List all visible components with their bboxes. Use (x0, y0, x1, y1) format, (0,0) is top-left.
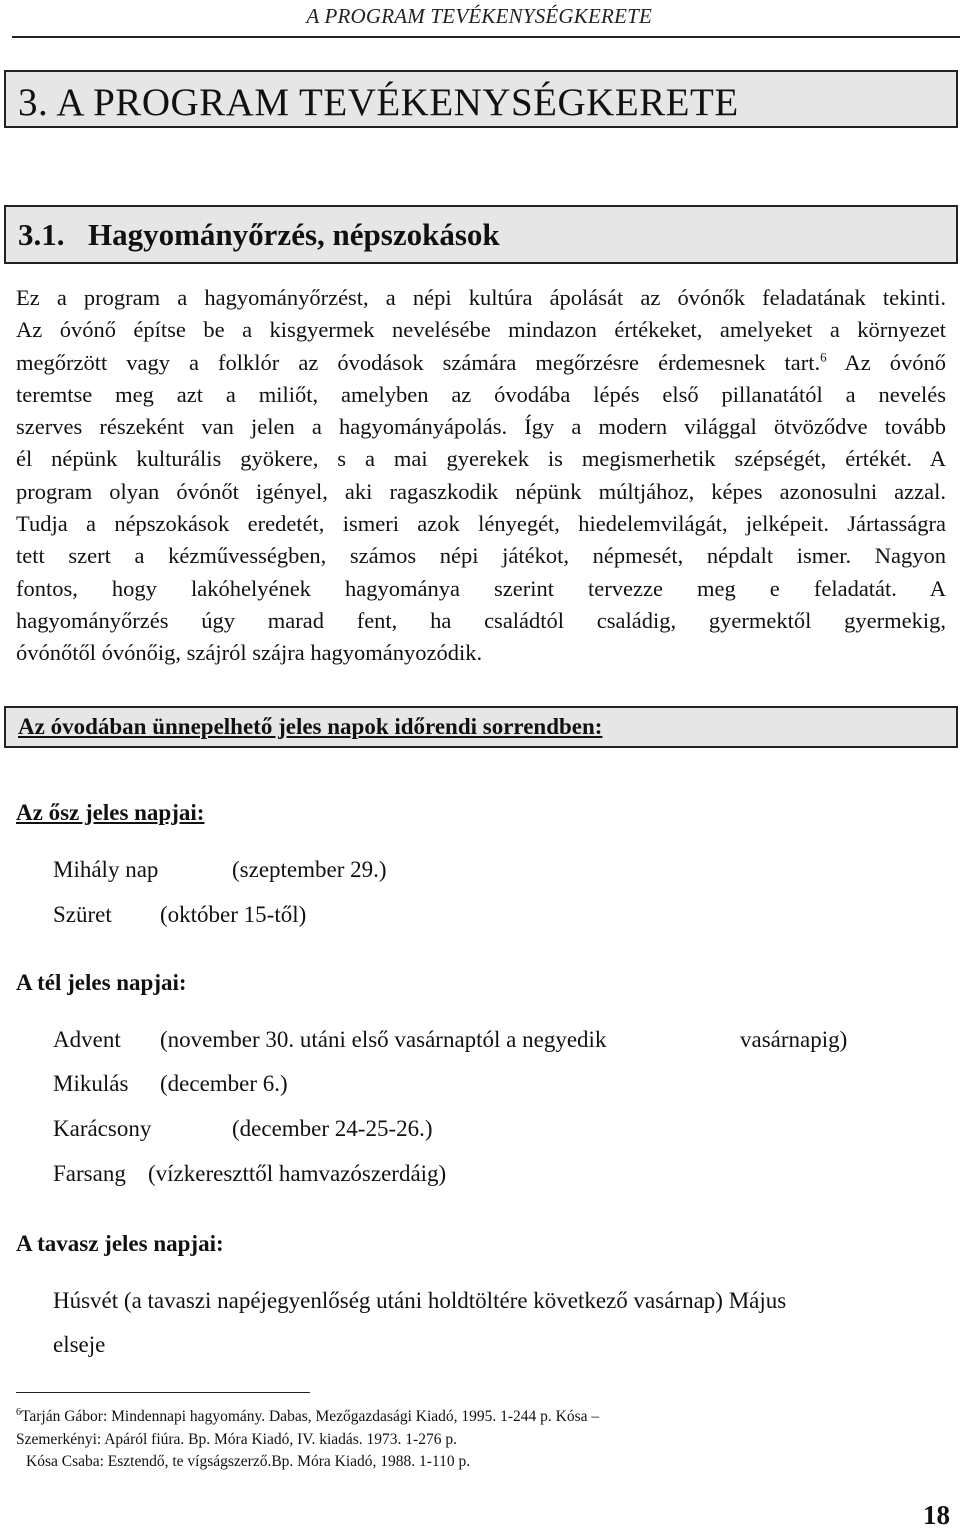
paragraph-line: fontos, hogy lakóhelyének hagyománya szerint tervezze meg e feladatát. A (16, 575, 946, 601)
subheading: Az óvodában ünnepelhető jeles napok időrendi sorrendben: (18, 714, 603, 739)
page-number: 18 (923, 1500, 950, 1530)
event-date-tail: vasárnapig) (740, 1027, 848, 1052)
paragraph-line-text: megőrzött vagy a folklór az óvodások számára megőrzésre érdemesnek tart. (16, 349, 821, 375)
season-title-autumn: Az ősz jeles napjai: (16, 800, 205, 825)
season-title-winter: A tél jeles napjai: (16, 970, 187, 995)
event-date: (december 6.) (160, 1071, 288, 1096)
footnote-line: Kósa Csaba: Esztendő, te vígságszerző.Bp. Móra Kiadó, 1988. 1-110 p. (26, 1453, 471, 1470)
event-name: Advent (53, 1027, 121, 1052)
paragraph-line: program olyan óvónőt igényel, aki ragaszkodik népünk múltjához, képes azonosulni azzal. (16, 478, 946, 504)
paragraph-line: hagyományőrzés úgy marad fent, ha családtól családig, gyermektől gyermekig, (16, 607, 946, 633)
header-rule (12, 36, 960, 38)
paragraph-line (16, 347, 946, 379)
footnote-line: Szemerkényi: Apáról fiúra. Bp. Móra Kiadó, IV. kiadás. 1973. 1-276 p. (16, 1431, 457, 1448)
event-date: (szeptember 29.) (232, 857, 387, 882)
footnote-reference: 6 (820, 349, 827, 365)
event-name: Farsang (53, 1161, 126, 1186)
event-date: (november 30. utáni első vasárnaptól a negyedik (160, 1027, 607, 1052)
footnote-text: Tarján Gábor: Mindennapi hagyomány. Dabas, Mezőgazdasági Kiadó, 1995. 1-244 p. Kósa – (21, 1408, 600, 1425)
paragraph-line: szerves részeként van jelen a hagyományápolás. Így a modern világgal ötvöződve tovább (16, 414, 946, 440)
paragraph-line: Tudja a népszokások eredetét, ismeri azok lényegét, hiedelemvilágát, jelképeit. Jártasságra (16, 511, 946, 537)
paragraph-line: teremtse meg azt a miliőt, amelyben az óvodába lépés első pillanatától a nevelés (16, 381, 946, 407)
section-title (18, 217, 500, 253)
section-title-text: Hagyományőrzés, népszokások (88, 217, 500, 252)
paragraph-line: Ez a program a hagyományőrzést, a népi kultúra ápolását az óvónők feladatának tekinti. (16, 285, 946, 310)
subheading-box (4, 706, 958, 748)
footnote-rule (16, 1392, 310, 1393)
event-line: Húsvét (a tavaszi napéjegyenlőség utáni holdtöltére következő vasárnap) Május (53, 1288, 787, 1313)
event-date: (vízkereszttől hamvazószerdáig) (148, 1161, 447, 1186)
running-header: A PROGRAM TEVÉKENYSÉGKERETE (306, 4, 652, 28)
paragraph-line: óvónőtől óvónőig, szájról szájra hagyományozódik. (16, 640, 483, 666)
footnote-marker: 6 (16, 1406, 21, 1418)
event-name: Mikulás (53, 1071, 129, 1096)
footnote-line (16, 1406, 599, 1427)
paragraph-line: tett szert a kézművességben, számos népi játékot, népmesét, népdalt ismer. Nagyon (16, 543, 946, 569)
event-name: Mihály nap (53, 857, 159, 882)
event-date: (december 24-25-26.) (232, 1116, 433, 1141)
paragraph-line-tail: Az óvónő (826, 349, 946, 375)
season-title-spring: A tavasz jeles napjai: (16, 1231, 224, 1256)
chapter-heading-box (4, 70, 958, 128)
event-name: Szüret (53, 902, 112, 927)
paragraph-line: él népünk kulturális gyökere, s a mai gyerekek is megismerhetik szépségét, értékét. A (16, 446, 946, 472)
event-name: Karácsony (53, 1116, 152, 1141)
chapter-title: 3. A PROGRAM TEVÉKENYSÉGKERETE (18, 81, 739, 124)
paragraph-line: Az óvónő építse be a kisgyermek nevelésébe mindazon értékeket, amelyeket a környezet (16, 317, 946, 343)
body-paragraph (16, 282, 946, 670)
event-date: (október 15-től) (160, 902, 307, 927)
section-heading-box (4, 205, 958, 264)
event-line: elseje (53, 1332, 106, 1357)
section-number: 3.1. (18, 217, 65, 252)
